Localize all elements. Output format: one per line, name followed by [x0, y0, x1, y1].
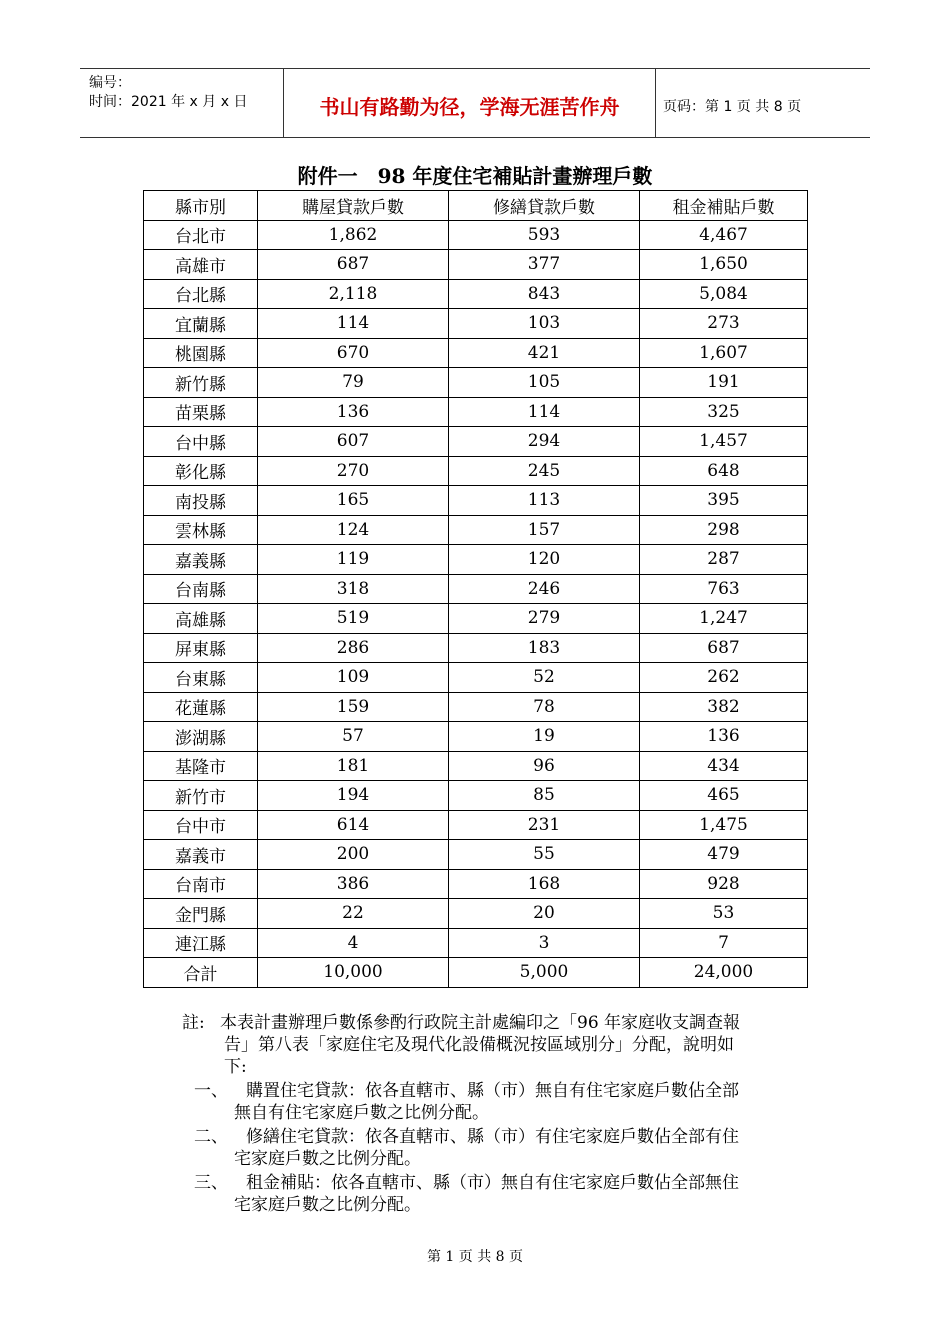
note-item-line2: 無自有住宅家庭戶數之比例分配。: [234, 1103, 489, 1123]
table-cell: 648: [640, 456, 808, 486]
table-cell: 1,475: [640, 810, 808, 840]
table-row: [144, 958, 808, 988]
table-cell: 165: [258, 486, 449, 516]
table-cell: 114: [449, 397, 640, 427]
table-cell: 191: [640, 368, 808, 398]
code-label: 编号：: [89, 75, 131, 91]
table-cell: 24,000: [640, 958, 808, 988]
table-cell: 連江縣: [144, 928, 258, 958]
table-cell: 325: [640, 397, 808, 427]
time-label: 时间：2021 年 x 月 x 日: [89, 94, 248, 110]
table-cell: 1,457: [640, 427, 808, 457]
table-cell: 彰化縣: [144, 456, 258, 486]
table-cell: 花蓮縣: [144, 692, 258, 722]
table-cell: 52: [449, 663, 640, 693]
table-row: [144, 928, 808, 958]
table-cell: 嘉義縣: [144, 545, 258, 575]
table-cell: 670: [258, 338, 449, 368]
table-cell: 雲林縣: [144, 515, 258, 545]
note-intro-line2: 告」第八表「家庭住宅及現代化設備概況按區域別分」分配，說明如: [224, 1035, 734, 1055]
header-rent-subsidy: 租金補貼戶數: [640, 191, 808, 221]
table-cell: 苗栗縣: [144, 397, 258, 427]
table-cell: 120: [449, 545, 640, 575]
table-cell: 287: [640, 545, 808, 575]
table-row: [144, 692, 808, 722]
table-cell: 高雄市: [144, 250, 258, 280]
note-item-num: 二、: [194, 1127, 228, 1147]
header-motto-cell: [283, 69, 656, 137]
table-row: [144, 899, 808, 929]
table-cell: 新竹市: [144, 781, 258, 811]
table-cell: 78: [449, 692, 640, 722]
table-row: [144, 220, 808, 250]
table-row: [144, 840, 808, 870]
table-cell: 382: [640, 692, 808, 722]
table-row: [144, 574, 808, 604]
note-intro: [182, 1012, 812, 1078]
table-row: [144, 810, 808, 840]
table-cell: 113: [449, 486, 640, 516]
note-item-line1: 修繕住宅貸款：依各直轄市、縣（市）有住宅家庭戶數佔全部有住: [246, 1127, 739, 1147]
table-cell: 286: [258, 633, 449, 663]
table-body: [144, 220, 808, 987]
table-cell: 119: [258, 545, 449, 575]
table-cell: 124: [258, 515, 449, 545]
header-county: 縣市別: [144, 191, 258, 221]
note-item-2: [182, 1126, 812, 1170]
table-cell: 687: [640, 633, 808, 663]
table-row: [144, 368, 808, 398]
table-cell: 159: [258, 692, 449, 722]
table-cell: 宜蘭縣: [144, 309, 258, 339]
table-cell: 136: [640, 722, 808, 752]
table-cell: 593: [449, 220, 640, 250]
table-cell: 57: [258, 722, 449, 752]
note-item-3: [182, 1172, 812, 1216]
table-cell: 843: [449, 279, 640, 309]
table-cell: 5,084: [640, 279, 808, 309]
note-item-line1: 購置住宅貸款：依各直轄市、縣（市）無自有住宅家庭戶數佔全部: [246, 1081, 739, 1101]
table-cell: 台中縣: [144, 427, 258, 457]
table-cell: 231: [449, 810, 640, 840]
table-cell: 168: [449, 869, 640, 899]
table-cell: 928: [640, 869, 808, 899]
table-cell: 479: [640, 840, 808, 870]
table-cell: 7: [640, 928, 808, 958]
page-header: [80, 68, 870, 138]
table-cell: 421: [449, 338, 640, 368]
table-cell: 434: [640, 751, 808, 781]
table-cell: 1,650: [640, 250, 808, 280]
table-row: [144, 515, 808, 545]
table-cell: 103: [449, 309, 640, 339]
table-cell: 245: [449, 456, 640, 486]
table-cell: 屏東縣: [144, 633, 258, 663]
table-cell: 246: [449, 574, 640, 604]
table-cell: 10,000: [258, 958, 449, 988]
table-row: [144, 486, 808, 516]
table-cell: 105: [449, 368, 640, 398]
table-cell: 台南縣: [144, 574, 258, 604]
header-purchase-loans: 購屋貸款戶數: [258, 191, 449, 221]
table-cell: 273: [640, 309, 808, 339]
header-page-cell: [655, 69, 870, 137]
table-cell: 318: [258, 574, 449, 604]
header-repair-loans: 修繕貸款戶數: [449, 191, 640, 221]
table-cell: 465: [640, 781, 808, 811]
table-cell: 386: [258, 869, 449, 899]
table-cell: 金門縣: [144, 899, 258, 929]
table-cell: 279: [449, 604, 640, 634]
table-cell: 3: [449, 928, 640, 958]
notes: [182, 1012, 812, 1216]
table-cell: 合計: [144, 958, 258, 988]
table-cell: 1,607: [640, 338, 808, 368]
table-cell: 79: [258, 368, 449, 398]
table-cell: 基隆市: [144, 751, 258, 781]
table-cell: 1,247: [640, 604, 808, 634]
table-cell: 519: [258, 604, 449, 634]
table-row: [144, 456, 808, 486]
note-item-line1: 租金補貼：依各直轄市、縣（市）無自有住宅家庭戶數佔全部無住: [246, 1173, 739, 1193]
table-cell: 澎湖縣: [144, 722, 258, 752]
table-row: [144, 751, 808, 781]
table-cell: 嘉義市: [144, 840, 258, 870]
table-row: [144, 250, 808, 280]
table-cell: 157: [449, 515, 640, 545]
table-row: [144, 309, 808, 339]
table-cell: 136: [258, 397, 449, 427]
table-cell: 614: [258, 810, 449, 840]
table-cell: 294: [449, 427, 640, 457]
motto: 书山有路勤为径，学海无涯苦作舟: [319, 95, 620, 119]
table-cell: 台北縣: [144, 279, 258, 309]
table-cell: 114: [258, 309, 449, 339]
table-cell: 高雄縣: [144, 604, 258, 634]
table-cell: 2,118: [258, 279, 449, 309]
table-row: [144, 663, 808, 693]
table-row: [144, 633, 808, 663]
table-cell: 台中市: [144, 810, 258, 840]
page-footer: 第 1 页 共 8 页: [426, 1249, 524, 1265]
table-cell: 395: [640, 486, 808, 516]
table-cell: 194: [258, 781, 449, 811]
table-cell: 200: [258, 840, 449, 870]
table-cell: 262: [640, 663, 808, 693]
note-intro-line1: 本表計畫辦理戶數係參酌行政院主計處編印之「96 年家庭收支調查報: [220, 1013, 741, 1033]
table-row: [144, 781, 808, 811]
table-cell: 687: [258, 250, 449, 280]
table-cell: 19: [449, 722, 640, 752]
note-item-num: 一、: [194, 1081, 228, 1101]
table-cell: 270: [258, 456, 449, 486]
table-cell: 607: [258, 427, 449, 457]
table-cell: 台南市: [144, 869, 258, 899]
note-item-num: 三、: [194, 1173, 228, 1193]
note-item-line2: 宅家庭戶數之比例分配。: [234, 1195, 421, 1215]
table-cell: 55: [449, 840, 640, 870]
note-item-line2: 宅家庭戶數之比例分配。: [234, 1149, 421, 1169]
table-cell: 5,000: [449, 958, 640, 988]
table-cell: 96: [449, 751, 640, 781]
table-row: [144, 427, 808, 457]
table-cell: 22: [258, 899, 449, 929]
table-cell: 109: [258, 663, 449, 693]
table-row: [144, 545, 808, 575]
table-row: [144, 869, 808, 899]
table-header-row: [144, 191, 808, 221]
table-cell: 377: [449, 250, 640, 280]
table-cell: 4,467: [640, 220, 808, 250]
table-cell: 85: [449, 781, 640, 811]
table-cell: 台東縣: [144, 663, 258, 693]
table-cell: 1,862: [258, 220, 449, 250]
table-cell: 53: [640, 899, 808, 929]
table-cell: 桃園縣: [144, 338, 258, 368]
document-title: 附件一 98 年度住宅補貼計畫辦理戶數: [297, 164, 653, 188]
table-row: [144, 397, 808, 427]
table-row: [144, 604, 808, 634]
table-cell: 183: [449, 633, 640, 663]
table-cell: 20: [449, 899, 640, 929]
table-row: [144, 338, 808, 368]
table-cell: 台北市: [144, 220, 258, 250]
table-cell: 298: [640, 515, 808, 545]
table-cell: 南投縣: [144, 486, 258, 516]
table-cell: 763: [640, 574, 808, 604]
note-label: 註:: [182, 1013, 205, 1033]
table-cell: 181: [258, 751, 449, 781]
table-cell: 新竹縣: [144, 368, 258, 398]
table-cell: 4: [258, 928, 449, 958]
page-info: 页码：第 1 页 共 8 页: [663, 99, 802, 115]
table-row: [144, 279, 808, 309]
note-item-1: [182, 1080, 812, 1124]
header-meta-cell: [80, 69, 283, 137]
table-row: [144, 722, 808, 752]
note-intro-line3: 下:: [224, 1057, 247, 1077]
subsidy-table: [143, 190, 808, 988]
